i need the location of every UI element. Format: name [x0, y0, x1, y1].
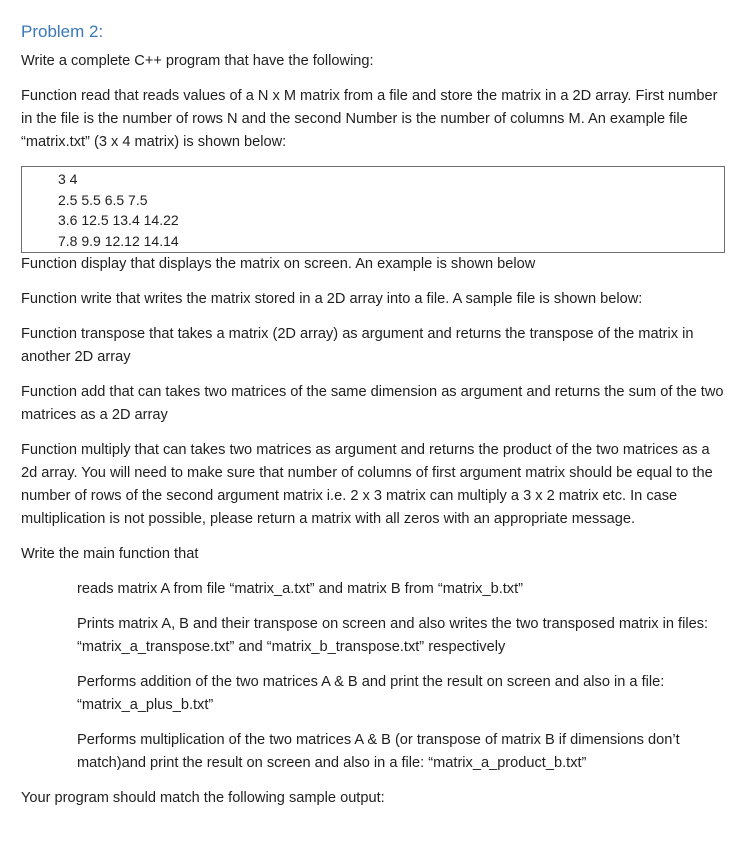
- main-step: Prints matrix A, B and their transpose on screen and also writes the two transposed matrix in files: “matrix_a_transpose.txt” and “matrix_b_transpose.txt” respectively: [77, 616, 709, 655]
- matrix-file-line: 3 4: [58, 171, 78, 187]
- matrix-file-example: [21, 166, 725, 253]
- intro-text: Write a complete C++ program that have the following:: [21, 53, 374, 69]
- main-step: Performs multiplication of the two matrices A & B (or transpose of matrix B if dimensions don’t match)and print the result on screen and also in a file: “matrix_a_product_b.txt”: [77, 732, 680, 771]
- main-step: reads matrix A from file “matrix_a.txt” and matrix B from “matrix_b.txt”: [77, 581, 524, 597]
- matrix-file-line: 3.6 12.5 13.4 14.22: [58, 212, 179, 228]
- document-page: [21, 20, 726, 810]
- write-function-text: Function write that writes the matrix stored in a 2D array into a file. A sample file is shown below:: [21, 291, 643, 307]
- main-intro-text: Write the main function that: [21, 546, 199, 562]
- transpose-function-text: Function transpose that takes a matrix (2D array) as argument and returns the transpose of the matrix in another 2D array: [21, 326, 694, 365]
- closing-text: Your program should match the following sample output:: [21, 790, 385, 806]
- display-function-text: Function display that displays the matrix on screen. An example is shown below: [21, 256, 536, 272]
- multiply-function-text: Function multiply that can takes two matrices as argument and returns the product of the two matrices as a 2d array. You will need to make sure that number of columns of first argument matrix should be equal to the number of rows of the second argument matrix i.e. 2 x 3 matrix can multiply a 3 x 2 matrix etc. In case multiplication is not possible, please return a matrix with all zeros with an appropriate message.: [21, 442, 713, 527]
- main-step: Performs addition of the two matrices A & B and print the result on screen and also in a file: “matrix_a_plus_b.txt”: [77, 674, 665, 713]
- read-function-text: Function read that reads values of a N x M matrix from a file and store the matrix in a 2D array. First number in the file is the number of rows N and the second Number is the number of columns M. An example file “matrix.txt” (3 x 4 matrix) is shown below:: [21, 88, 718, 150]
- matrix-file-line: 2.5 5.5 6.5 7.5: [58, 191, 148, 208]
- matrix-file-line: 7.8 9.9 12.12 14.14: [58, 232, 179, 249]
- add-function-text: Function add that can takes two matrices of the same dimension as argument and returns the sum of the two matrices as a 2D array: [21, 384, 724, 423]
- problem-title: Problem 2:: [21, 22, 104, 41]
